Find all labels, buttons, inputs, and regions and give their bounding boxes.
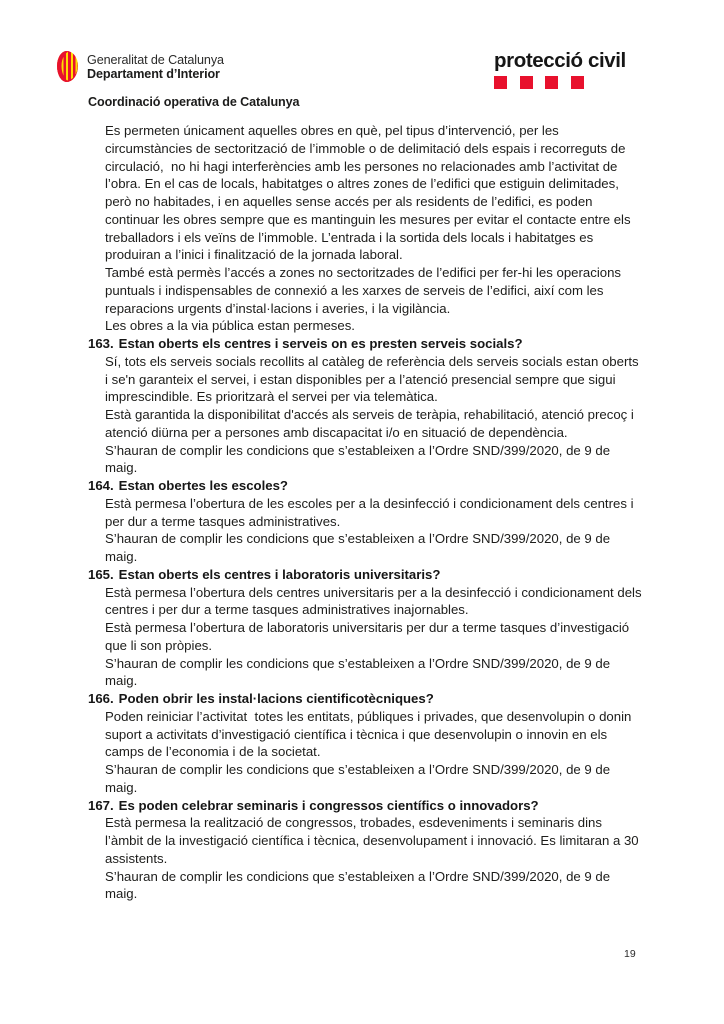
- answer-paragraph: S’hauran de complir les condicions que s’estableixen a l’Ordre SND/399/2020, de 9 de maig.: [105, 762, 614, 795]
- page-number: 19: [624, 948, 636, 960]
- question-item: [88, 797, 642, 904]
- intro-paragraph: Es permeten únicament aquelles obres en què, pel tipus d’intervenció, per les circumstàncies de sectorització de l’immoble o de delimitació dels espais i recorreguts de circulació, no hi hagi interferències amb les persones no relacionades amb l’activitat de l’obra. En el cas de locals, habitatges o altres zones de l’edifici que estiguin delimitades, però no habitades, i en aquelles sense accés per als residents de l’edifici, es poden continuar les obres sempre que es mantinguin les mesures per evitar el contacte entre els treballadors i els veïns de l’immoble. L’entrada i la sortida dels locals i habitatges es produiran a l’inici i finalització de la jornada laboral.: [105, 123, 635, 263]
- question-item: [88, 690, 642, 797]
- question-text: Es poden celebrar seminaris i congressos científics o innovadors?: [118, 797, 539, 813]
- proteccio-civil-squares: [494, 76, 626, 89]
- proteccio-civil-logo: [494, 50, 626, 89]
- answer-paragraph: Està permesa l’obertura de laboratoris universitaris per dur a terme tasques d’investigació que li son pròpies.: [105, 620, 633, 653]
- question-number: 163.: [88, 336, 114, 351]
- generalitat-logo-text: [87, 50, 224, 81]
- answer-paragraph: S’hauran de complir les condicions que s’estableixen a l’Ordre SND/399/2020, de 9 de maig.: [105, 655, 614, 689]
- org-name: Generalitat de Catalunya: [87, 53, 224, 67]
- question-number: 164.: [88, 478, 114, 493]
- red-square-icon: [520, 76, 533, 89]
- question-text: Estan oberts els centres i serveis on es presten serveis socials?: [118, 336, 523, 351]
- red-square-icon: [494, 76, 507, 89]
- question-heading: [88, 566, 642, 584]
- answer-paragraph: Està garantida la disponibilitat d'accés als serveis de teràpia, rehabilitació, atenció precoç i atenció diürna per a persones amb discapacitat i/o en situació de dependència.: [105, 407, 638, 440]
- question-item: [88, 335, 642, 477]
- answer-paragraph: Sí, tots els serveis socials recollits al catàleg de referència dels serveis socials estan oberts i se'n garanteix el servei, i estan disponibles per a l’atenció presencial sempre que sigui imprescindible. Es prioritzarà el servei per via telemàtica.: [105, 353, 643, 405]
- question-number: 165.: [88, 566, 114, 582]
- question-item: [88, 566, 646, 690]
- question-number: 166.: [88, 691, 114, 706]
- answer-paragraph: Està permesa l’obertura dels centres universitaris per a la desinfecció i condicionament dels centres i per dur a terme tasques administratives inajornables.: [105, 584, 646, 618]
- answer-paragraph: S’hauran de complir les condicions que s’estableixen a l’Ordre SND/399/2020, de 9 de maig.: [105, 868, 614, 902]
- answer-paragraph: Poden reiniciar l’activitat totes les entitats, públiques i privades, que desenvolupin o donin suport a activitats d’investigació científica i tècnica i que desenvolupin o innovin en els camps de l’economia i de la societat.: [105, 708, 636, 760]
- answer-paragraph: Està permesa l’obertura de les escoles per a la desinfecció i condicionament dels centres i per dur a terme tasques administratives.: [105, 495, 638, 529]
- generalitat-shield-icon: [57, 51, 78, 82]
- question-text: Estan oberts els centres i laboratoris universitaris?: [118, 566, 441, 582]
- proteccio-civil-wordmark: protecció civil: [494, 49, 626, 72]
- answer-paragraph: Està permesa la realització de congressos, trobades, esdeveniments i seminaris dins l’àmbit de la investigació científica i tècnica, desenvolupament i innovació. Es limitaran a 30 assistents.: [105, 815, 643, 866]
- question-number: 167.: [88, 797, 114, 813]
- intro-paragraph: També està permès l’accés a zones no sectoritzades de l’edifici per fer-hi les operacions puntuals i indispensables de connexió a les xarxes de serveis de l’edifici, així com les reparacions urgents d’instal·lacions i averies, i la vigilància.: [105, 265, 625, 316]
- question-heading: [88, 477, 642, 495]
- answer-paragraph: S’hauran de complir les condicions que s’estableixen a l’Ordre SND/399/2020, de 9 de maig.: [105, 442, 614, 476]
- document-subtitle: Coordinació operativa de Catalunya: [88, 95, 300, 109]
- intro-paragraph: Les obres a la via pública estan permeses.: [105, 318, 355, 334]
- question-heading: [88, 335, 642, 353]
- question-item: [88, 477, 642, 566]
- document-body: [88, 122, 646, 903]
- department-name: Departament d’Interior: [87, 66, 220, 81]
- question-text: Poden obrir les instal·lacions cientificotècniques?: [118, 691, 434, 706]
- answer-paragraph: S’hauran de complir les condicions que s’estableixen a l’Ordre SND/399/2020, de 9 de maig.: [105, 531, 614, 564]
- red-square-icon: [571, 76, 584, 89]
- generalitat-logo: [57, 50, 224, 82]
- question-heading: [88, 797, 642, 815]
- question-text: Estan obertes les escoles?: [118, 478, 288, 493]
- red-square-icon: [545, 76, 558, 89]
- question-heading: [88, 690, 642, 708]
